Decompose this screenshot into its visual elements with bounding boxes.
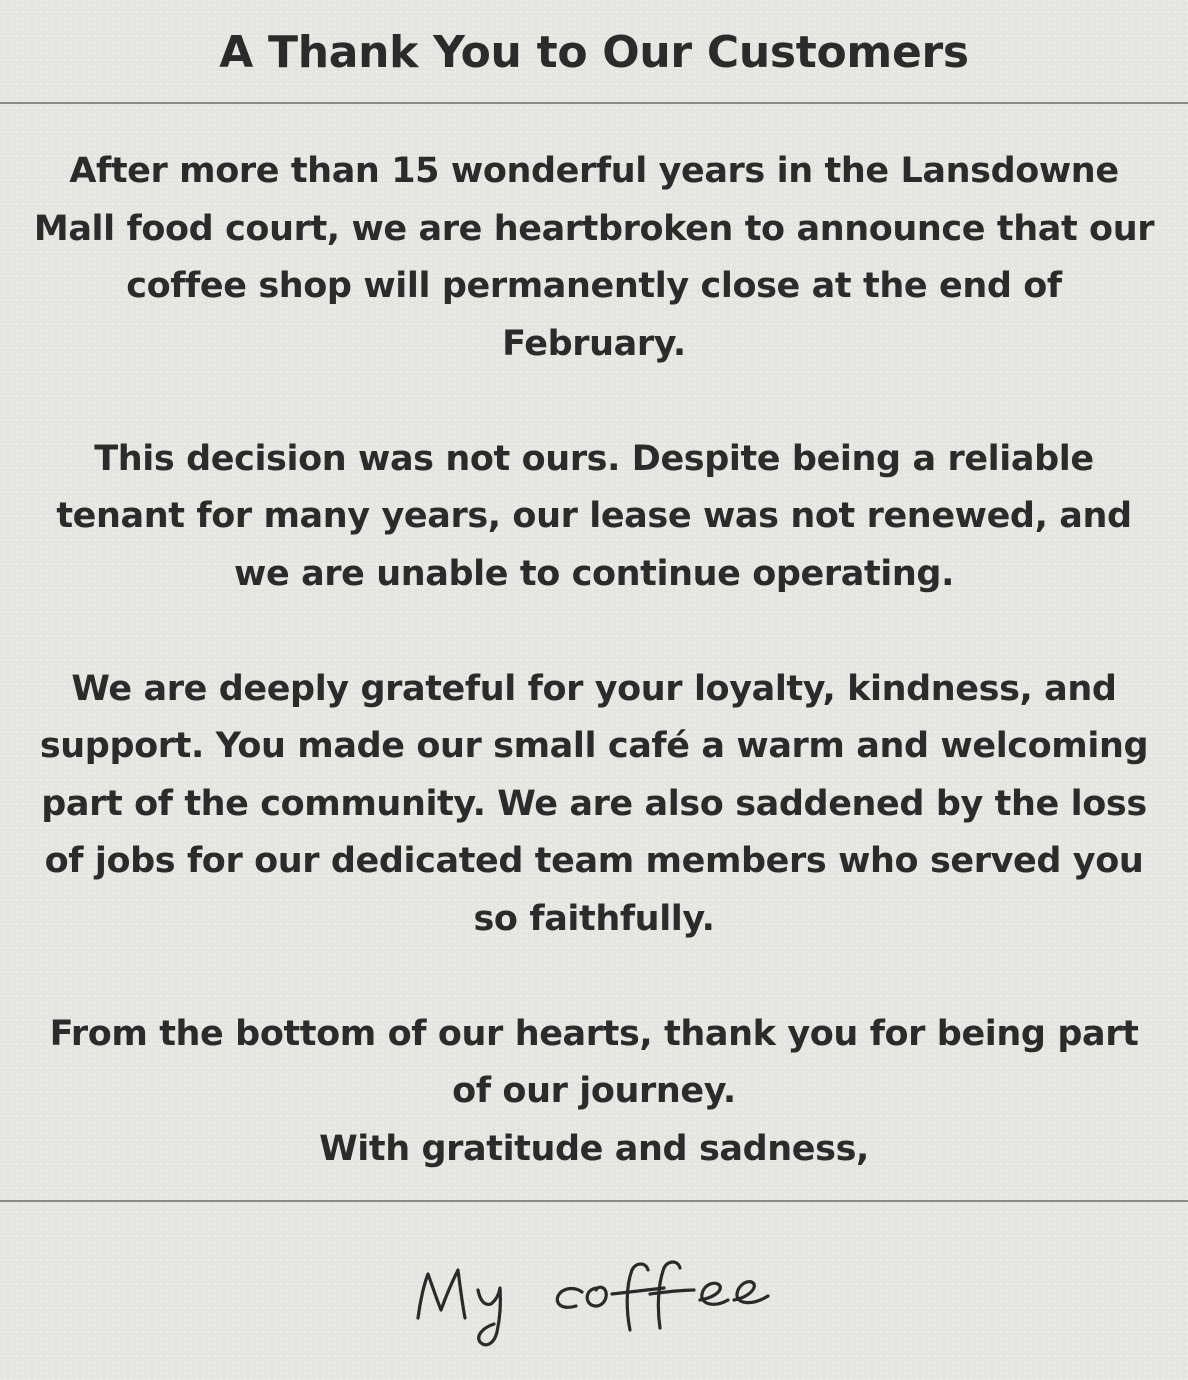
closing-thanks: From the bottom of our hearts, thank you for being part of our journey. bbox=[49, 1013, 1139, 1111]
paragraph-gratitude: We are deeply grateful for your loyalty, kindness, and support. You made our small café a warm and welcoming part of the community. We are also saddened by the loss of jobs for our dedicated team members who served you so faithfully. bbox=[39, 668, 1149, 939]
paragraph-closure-announcement: After more than 15 wonderful years in the Lansdowne Mall food court, we are heartbroken to announce that our coffee shop will permanently close at the end of February. bbox=[33, 151, 1155, 364]
notice-title: A Thank You to Our Customers bbox=[219, 27, 969, 78]
handwritten-signature bbox=[0, 1240, 1188, 1360]
notice-body bbox=[30, 143, 1158, 1178]
paragraph-lease-reason: This decision was not ours. Despite being a reliable tenant for many years, our lease was not renewed, and we are unable to continue operating. bbox=[56, 438, 1132, 594]
top-divider bbox=[0, 102, 1188, 104]
closing-signoff: With gratitude and sadness, bbox=[319, 1128, 869, 1169]
bottom-divider bbox=[0, 1200, 1188, 1202]
closing-message bbox=[30, 1006, 1158, 1179]
